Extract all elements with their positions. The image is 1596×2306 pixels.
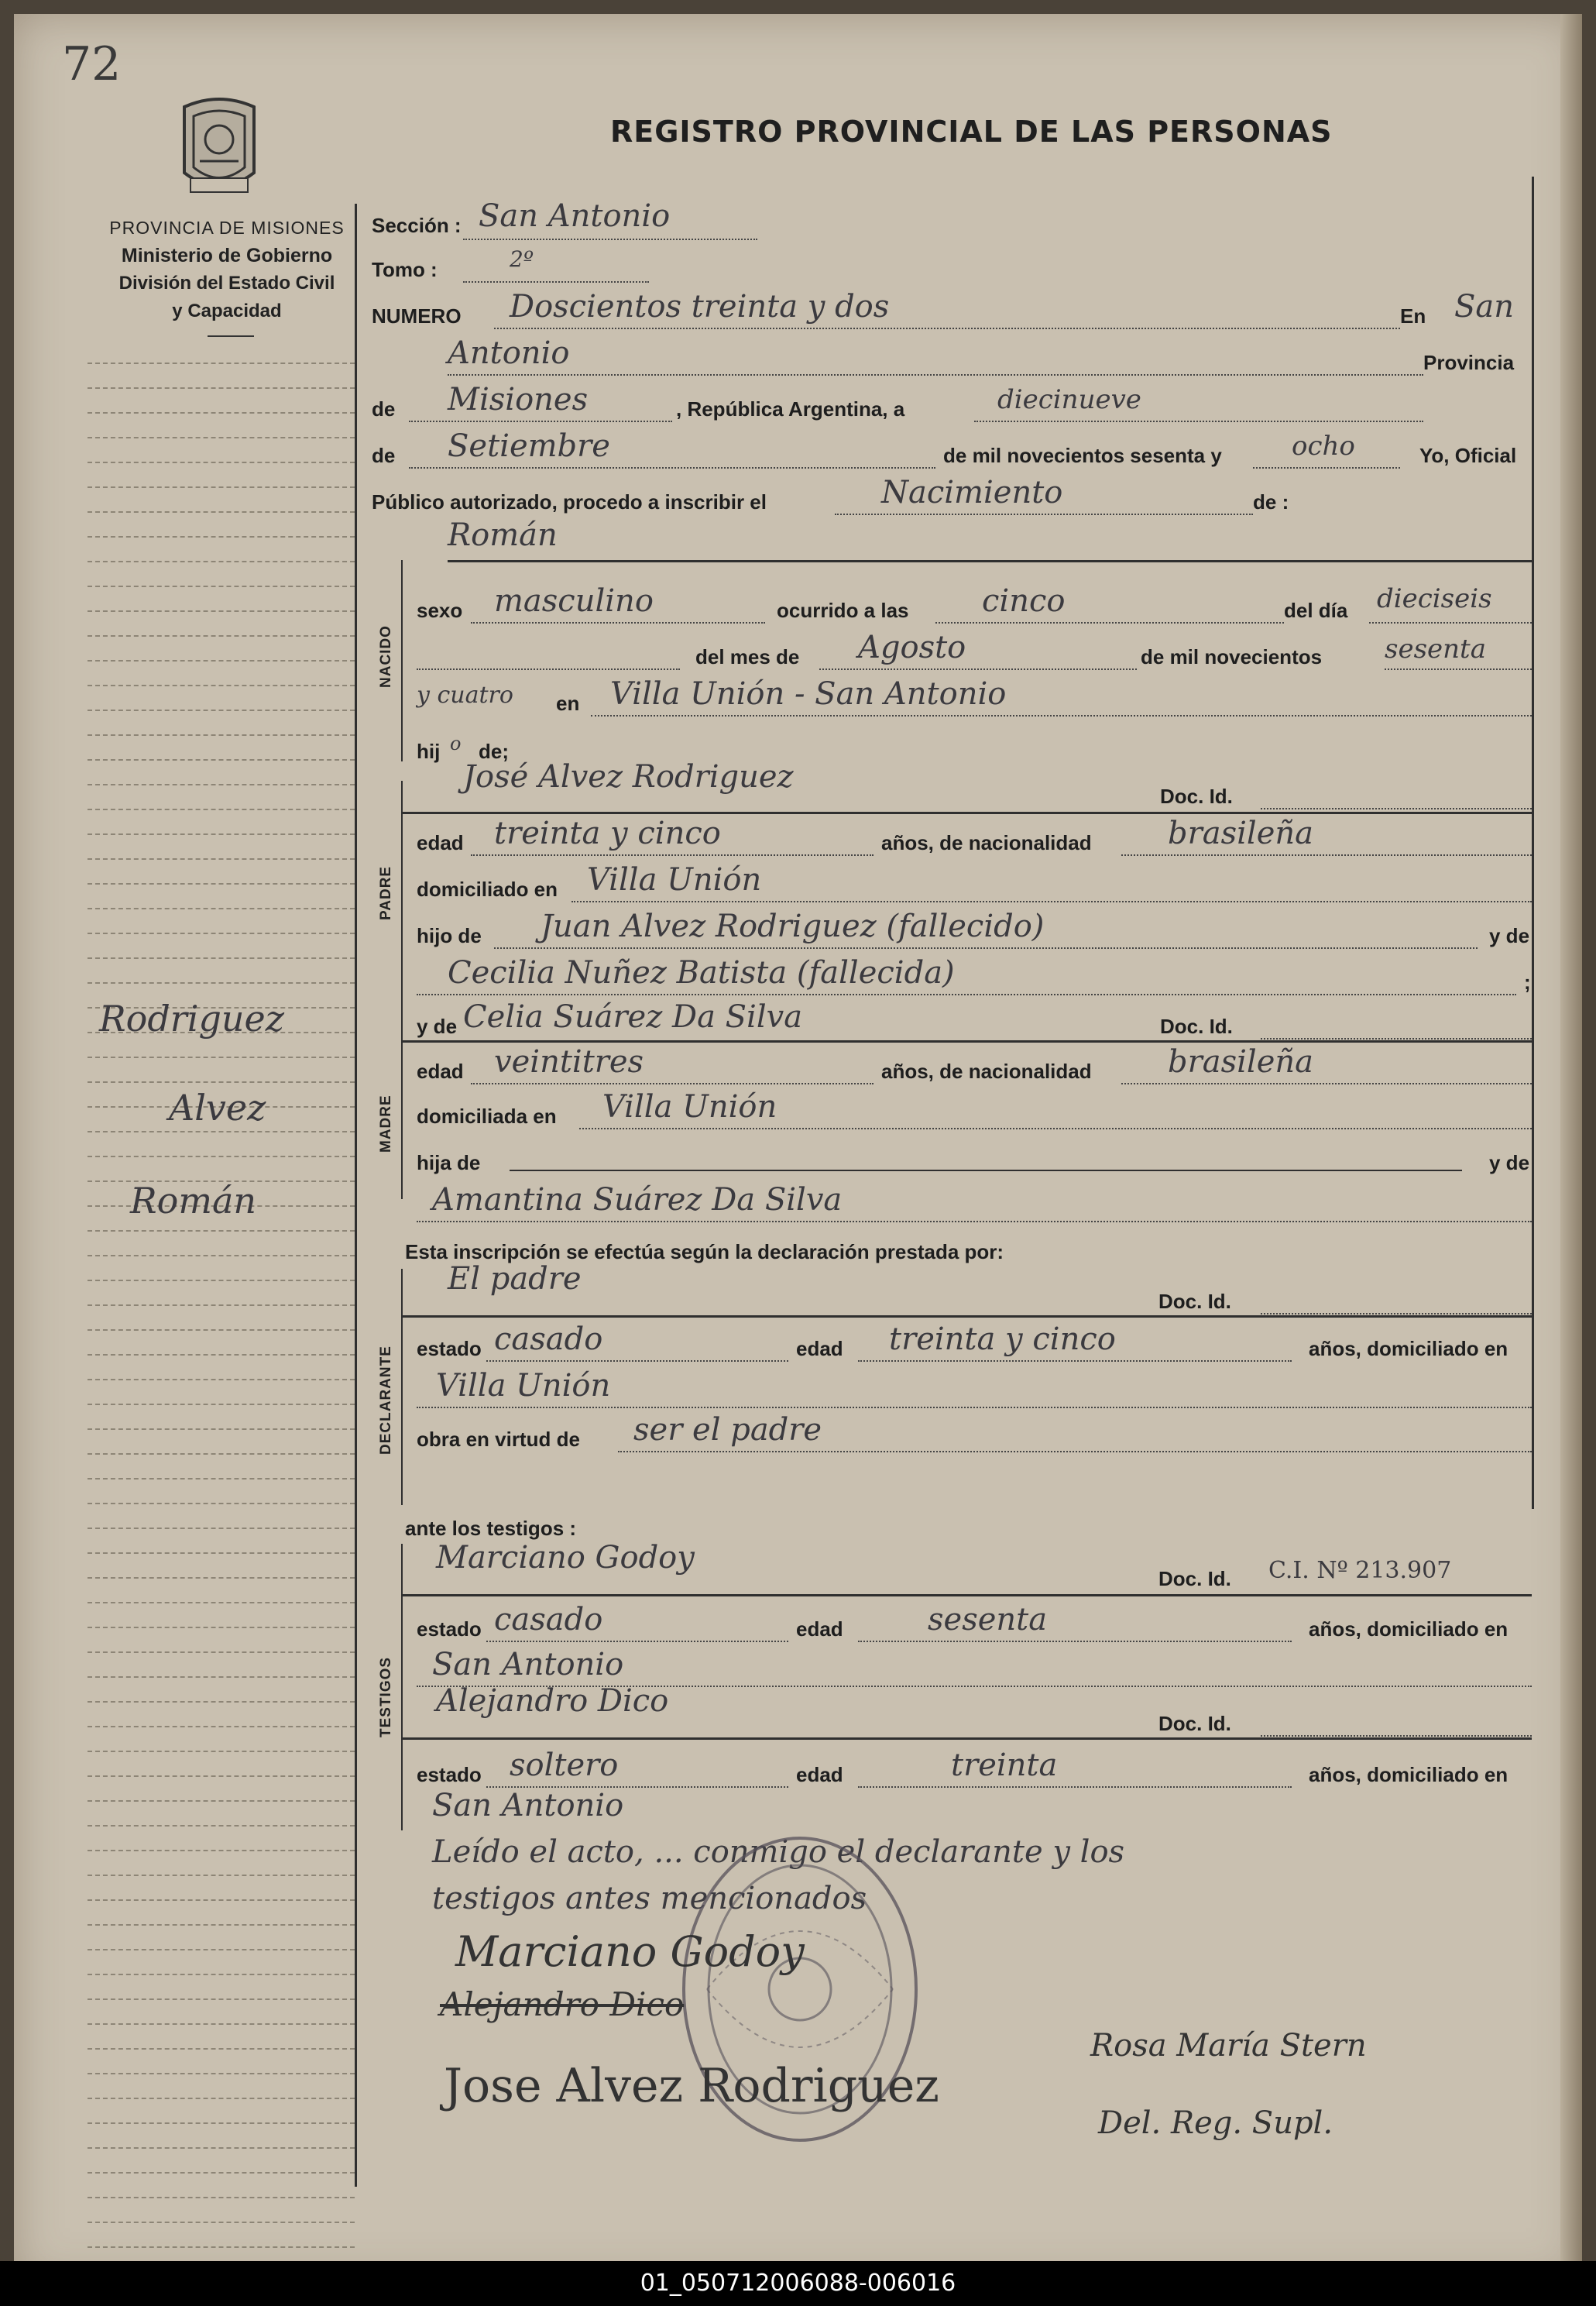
margin-ruled-line: [88, 685, 355, 688]
provincia-line: [448, 374, 1423, 376]
ministry-line-division: División del Estado Civil: [118, 273, 335, 294]
label-ante: ante los testigos :: [405, 1517, 577, 1540]
label-edad-t2: edad: [796, 1763, 843, 1786]
label-doc-padre: Doc. Id.: [1160, 785, 1233, 808]
estado-dec-line: [486, 1360, 788, 1362]
value-abuelo: Juan Alvez Rodriguez (fallecido): [541, 909, 1045, 944]
label-doc-madre: Doc. Id.: [1160, 1015, 1233, 1038]
testigos-bracket: [401, 1544, 403, 1830]
doc-padre-line: [1261, 808, 1532, 809]
label-semicolon: ;: [1524, 971, 1531, 994]
margin-ruled-line: [88, 437, 355, 440]
value-testigo2: Alejandro Dico: [436, 1683, 669, 1719]
margin-ruled-line: [88, 1775, 355, 1778]
margin-ruled-line: [88, 2073, 355, 2076]
padre-rule: [401, 812, 1532, 814]
value-dia-reg: diecinueve: [997, 384, 1141, 415]
label-del-mes: del mes de: [695, 645, 800, 668]
label-de-1: de: [372, 397, 396, 421]
label-en: En: [1400, 304, 1426, 328]
value-lugar: Villa Unión - San Antonio: [610, 676, 1007, 712]
value-seccion: San Antonio: [479, 198, 671, 234]
margin-ruled-line: [88, 412, 355, 415]
hora-line: [935, 622, 1284, 624]
register-page: [14, 14, 1582, 2284]
value-dec-dom: Villa Unión: [436, 1368, 611, 1404]
doc-madre-line: [1261, 1038, 1532, 1040]
value-padre-edad: treinta y cinco: [494, 816, 721, 851]
ministry-header: [84, 214, 370, 325]
mes-reg-line: [409, 467, 935, 469]
label-anos-dom-t1: años, domiciliado en: [1309, 1617, 1508, 1641]
signature-witness-2: Alejandro Dico: [440, 1985, 685, 2023]
margin-ruled-line: [88, 1453, 355, 1456]
label-sexo: sexo: [417, 599, 463, 622]
margin-ruled-line: [88, 982, 355, 985]
margin-ruled-line: [88, 1428, 355, 1431]
margin-ruled-line: [88, 1899, 355, 1902]
margin-ruled-line: [88, 1478, 355, 1481]
tomo-line: [463, 281, 649, 283]
edad-padre-line: [471, 854, 874, 856]
label-edad-madre: edad: [417, 1060, 464, 1083]
anio-line: [1385, 668, 1532, 670]
dom-padre-line: [571, 901, 1532, 902]
label-y-de-1: y de: [1489, 924, 1530, 947]
margin-ruled-line: [88, 1800, 355, 1803]
doc-t2-line: [1261, 1735, 1532, 1737]
margin-ruled-line: [88, 734, 355, 737]
label-tomo: Tomo :: [372, 258, 438, 281]
margin-ruled-lines: [88, 363, 355, 2183]
value-t2-estado: soltero: [510, 1748, 619, 1783]
margin-ruled-line: [88, 1676, 355, 1679]
signature-title: Del. Reg. Supl.: [1098, 2105, 1333, 2141]
value-acto: Nacimiento: [881, 475, 1063, 510]
value-hora: cinco: [982, 583, 1066, 619]
abuela-m-line: [417, 1221, 1532, 1222]
book-binding: [1560, 14, 1582, 2284]
margin-ruled-line: [88, 2222, 355, 2225]
value-de-provincia: Misiones: [448, 382, 589, 418]
edad-dec-line: [858, 1360, 1292, 1362]
margin-ruled-line: [88, 511, 355, 514]
label-domiciliado-padre: domiciliado en: [417, 878, 558, 901]
label-de-mil-nov: de mil novecientos: [1141, 645, 1323, 668]
margin-ruled-line: [88, 1528, 355, 1531]
value-numero: Doscientos treinta y dos: [510, 289, 890, 325]
value-anio-cont: y cuatro: [417, 682, 513, 709]
declarante-bracket: [401, 1269, 403, 1505]
margin-ruled-line: [88, 1974, 355, 1977]
margin-ruled-line: [88, 1701, 355, 1704]
value-padre-dom: Villa Unión: [587, 862, 762, 898]
margin-ruled-line: [88, 1825, 355, 1828]
label-anos-dom-t2: años, domiciliado en: [1309, 1763, 1508, 1786]
margin-ruled-line: [88, 933, 355, 936]
margin-ruled-line: [88, 2172, 355, 2175]
label-yo-oficial: Yo, Oficial: [1419, 444, 1517, 467]
label-ocurrido: ocurrido a las: [777, 599, 909, 622]
value-t1-estado: casado: [494, 1602, 603, 1638]
label-doc-t1: Doc. Id.: [1158, 1567, 1231, 1590]
label-de-mil-sesenta: de mil novecientos sesenta y: [943, 444, 1222, 467]
margin-ruled-line: [88, 1627, 355, 1630]
margin-ruled-line: [88, 1726, 355, 1729]
nombre-rule: [448, 560, 1532, 562]
label-anos-nac-padre: años, de nacionalidad: [881, 831, 1092, 854]
numero-line: [494, 328, 1400, 329]
margin-ruled-line: [88, 1924, 355, 1927]
obra-line: [618, 1451, 1532, 1452]
margin-ruled-line: [88, 1552, 355, 1555]
margin-ruled-line: [88, 1255, 355, 1258]
label-estado-t2: estado: [417, 1763, 482, 1786]
testigo2-rule: [401, 1737, 1532, 1740]
dia-line: [1369, 622, 1532, 624]
label-hij-de: de;: [479, 740, 509, 763]
margin-ruled-line: [88, 1875, 355, 1878]
margin-ruled-line: [88, 561, 355, 564]
value-t1-edad: sesenta: [928, 1602, 1048, 1638]
label-provincia: Provincia: [1423, 351, 1515, 374]
abuelo-line: [494, 947, 1478, 949]
edad-t1-line: [858, 1641, 1292, 1642]
edad-t2-line: [858, 1786, 1292, 1788]
margin-ruled-line: [88, 1230, 355, 1233]
nacido-line-2a: [417, 668, 680, 670]
margin-ruled-line: [88, 486, 355, 490]
margin-ruled-line: [88, 2197, 355, 2200]
margin-ruled-line: [88, 1751, 355, 1754]
margin-ruled-line: [88, 759, 355, 762]
value-dec-estado: casado: [494, 1321, 603, 1357]
doc-dec-line: [1261, 1313, 1532, 1315]
ministry-rule: [208, 335, 254, 337]
margin-ruled-line: [88, 1304, 355, 1308]
mes-line: [819, 668, 1137, 670]
ministry-line-province: PROVINCIA DE MISIONES: [109, 218, 345, 238]
margin-ruled-line: [88, 858, 355, 861]
dia-reg-line: [974, 421, 1423, 422]
page-number: 72: [62, 37, 122, 91]
value-cierre-2: testigos antes mencionados: [432, 1881, 867, 1916]
right-frame: [1532, 177, 1534, 1509]
label-estado-dec: estado: [417, 1337, 482, 1360]
margin-ruled-line: [88, 610, 355, 613]
label-esta-inscripcion: Esta inscripción se efectúa según la declaración prestada por:: [405, 1240, 1004, 1263]
value-mes-reg: Setiembre: [448, 428, 610, 464]
madre-rule: [401, 1040, 1532, 1043]
margin-ruled-line: [88, 1057, 355, 1060]
label-y-de-2: y de: [1489, 1151, 1530, 1174]
label-estado-t1: estado: [417, 1617, 482, 1641]
anio-reg-line: [1253, 467, 1400, 469]
nacido-bracket: [401, 560, 403, 761]
margin-ruled-line: [88, 1156, 355, 1159]
margin-ruled-line: [88, 1503, 355, 1506]
margin-ruled-line: [88, 1329, 355, 1332]
margin-ruled-line: [88, 957, 355, 961]
label-domiciliada-madre: domiciliada en: [417, 1105, 557, 1128]
label-numero: NUMERO: [372, 304, 462, 328]
value-obra: ser el padre: [633, 1412, 822, 1448]
value-tomo: 2º: [510, 246, 534, 272]
footer-code: 01_050712006088-006016: [640, 2270, 956, 2297]
ministry-line-capacity: y Capacidad: [172, 301, 282, 321]
value-padre-nombre: José Alvez Rodriguez: [463, 759, 794, 795]
value-dia: dieciseis: [1377, 583, 1492, 614]
margin-ruled-line: [88, 1577, 355, 1580]
footer-bar: [0, 2261, 1596, 2306]
seccion-line: [463, 239, 757, 240]
label-edad-dec: edad: [796, 1337, 843, 1360]
lugar-line: [591, 715, 1532, 717]
margin-ruled-line: [88, 660, 355, 663]
padre-bracket: [401, 781, 403, 1013]
nac-padre-line: [1121, 854, 1532, 856]
value-madre-nac: brasileña: [1168, 1044, 1313, 1080]
side-label-nacido: NACIDO: [378, 625, 394, 688]
margin-ruled-line: [88, 1651, 355, 1655]
value-sexo: masculino: [494, 583, 654, 619]
margin-ruled-line: [88, 2098, 355, 2101]
value-declarante: El padre: [448, 1261, 582, 1297]
label-hij: hij: [417, 740, 441, 763]
value-en: San: [1454, 289, 1515, 325]
de-provincia-line: [409, 421, 672, 422]
margin-ruled-line: [88, 908, 355, 911]
value-t1-dom: San Antonio: [432, 1647, 624, 1682]
margin-ruled-line: [88, 1354, 355, 1357]
margin-ruled-line: [88, 2246, 355, 2249]
label-publico: Público autorizado, procedo a inscribir el: [372, 490, 767, 514]
province-crest-icon: [177, 91, 262, 208]
label-obra: obra en virtud de: [417, 1428, 580, 1451]
margin-ruled-line: [88, 1602, 355, 1605]
value-anio: sesenta: [1385, 634, 1486, 665]
margin-name-given: Román: [130, 1180, 256, 1222]
margin-ruled-line: [88, 387, 355, 390]
nac-madre-line: [1121, 1083, 1532, 1084]
value-dec-edad: treinta y cinco: [889, 1321, 1116, 1357]
margin-ruled-line: [88, 462, 355, 465]
label-republica: , República Argentina, a: [676, 397, 905, 421]
margin-ruled-line: [88, 883, 355, 886]
margin-ruled-line: [88, 1404, 355, 1407]
margin-ruled-line: [88, 536, 355, 539]
side-label-testigos: TESTIGOS: [378, 1656, 394, 1737]
edad-madre-line: [471, 1083, 874, 1084]
signature-father: Jose Alvez Rodriguez: [444, 2059, 939, 2113]
value-t2-edad: treinta: [951, 1748, 1058, 1783]
dom-dec-line: [417, 1407, 1532, 1408]
signature-witness-1: Marciano Godoy: [455, 1927, 805, 1976]
margin-ruled-line: [88, 2122, 355, 2126]
margin-ruled-line: [88, 784, 355, 787]
hija-de-line: [510, 1170, 1462, 1171]
value-abuela-m: Amantina Suárez Da Silva: [432, 1182, 843, 1218]
label-de-colon: de :: [1253, 490, 1289, 514]
abuela-line: [417, 994, 1516, 995]
margin-ruled-line: [88, 1131, 355, 1134]
margin-ruled-line: [88, 1379, 355, 1382]
margin-ruled-line: [88, 1998, 355, 2002]
label-doc-t2: Doc. Id.: [1158, 1712, 1231, 1735]
testigo1-rule: [401, 1594, 1532, 1596]
value-madre-edad: veintitres: [494, 1044, 644, 1080]
margin-ruled-line: [88, 2023, 355, 2026]
value-testigo1: Marciano Godoy: [436, 1540, 695, 1576]
value-madre-dom: Villa Unión: [602, 1089, 777, 1125]
label-hija-de: hija de: [417, 1151, 481, 1174]
value-testigo1-doc: C.I. Nº 213.907: [1268, 1557, 1452, 1584]
margin-ruled-line: [88, 1949, 355, 1952]
label-hijo-de: hijo de: [417, 924, 482, 947]
acto-line: [835, 514, 1253, 515]
label-anos-dom-dec: años, domiciliado en: [1309, 1337, 1508, 1360]
dom-madre-line: [579, 1128, 1532, 1129]
label-en-lugar: en: [556, 692, 580, 715]
sexo-line: [471, 622, 765, 624]
margin-name-second: Alvez: [169, 1087, 266, 1129]
signature-officer: Rosa María Stern: [1090, 2028, 1367, 2064]
value-t2-dom: San Antonio: [432, 1788, 624, 1823]
value-anio-reg: ocho: [1292, 431, 1355, 462]
side-label-padre: PADRE: [378, 865, 394, 920]
margin-divider: [355, 204, 357, 2187]
margin-ruled-line: [88, 710, 355, 713]
margin-ruled-line: [88, 1081, 355, 1084]
label-de-2: de: [372, 444, 396, 467]
margin-ruled-line: [88, 809, 355, 812]
declarante-rule: [401, 1315, 1532, 1318]
side-label-madre: MADRE: [378, 1095, 394, 1153]
value-padre-nac: brasileña: [1168, 816, 1313, 851]
margin-ruled-line: [88, 2147, 355, 2150]
label-anos-nac-madre: años, de nacionalidad: [881, 1060, 1092, 1083]
label-del-dia: del día: [1284, 599, 1348, 622]
margin-ruled-line: [88, 635, 355, 638]
register-title: REGISTRO PROVINCIAL DE LAS PERSONAS: [610, 115, 1333, 149]
ministry-line-ministry: Ministerio de Gobierno: [121, 245, 333, 266]
value-hij-suffix: o: [450, 733, 462, 754]
value-mes: Agosto: [858, 630, 966, 665]
value-madre-nombre: Celia Suárez Da Silva: [463, 999, 803, 1035]
margin-name-surname: Rodriguez: [99, 998, 285, 1040]
margin-ruled-line: [88, 833, 355, 837]
value-cierre-1: Leído el acto, ... conmigo el declarante y los: [432, 1834, 1125, 1870]
label-edad-padre: edad: [417, 831, 464, 854]
label-edad-t1: edad: [796, 1617, 843, 1641]
estado-t1-line: [486, 1641, 788, 1642]
side-label-declarante: DECLARANTE: [378, 1345, 394, 1455]
label-doc-declarante: Doc. Id.: [1158, 1290, 1231, 1313]
value-provincia-line: Antonio: [448, 335, 570, 371]
value-nombre: Román: [448, 517, 558, 553]
margin-ruled-line: [88, 586, 355, 589]
label-seccion: Sección :: [372, 214, 462, 237]
label-y-de-madre: y de: [417, 1015, 458, 1038]
margin-ruled-line: [88, 1850, 355, 1853]
margin-ruled-line: [88, 2048, 355, 2051]
value-abuela: Cecilia Nuñez Batista (fallecida): [448, 955, 955, 991]
margin-ruled-line: [88, 1280, 355, 1283]
margin-ruled-line: [88, 363, 355, 366]
